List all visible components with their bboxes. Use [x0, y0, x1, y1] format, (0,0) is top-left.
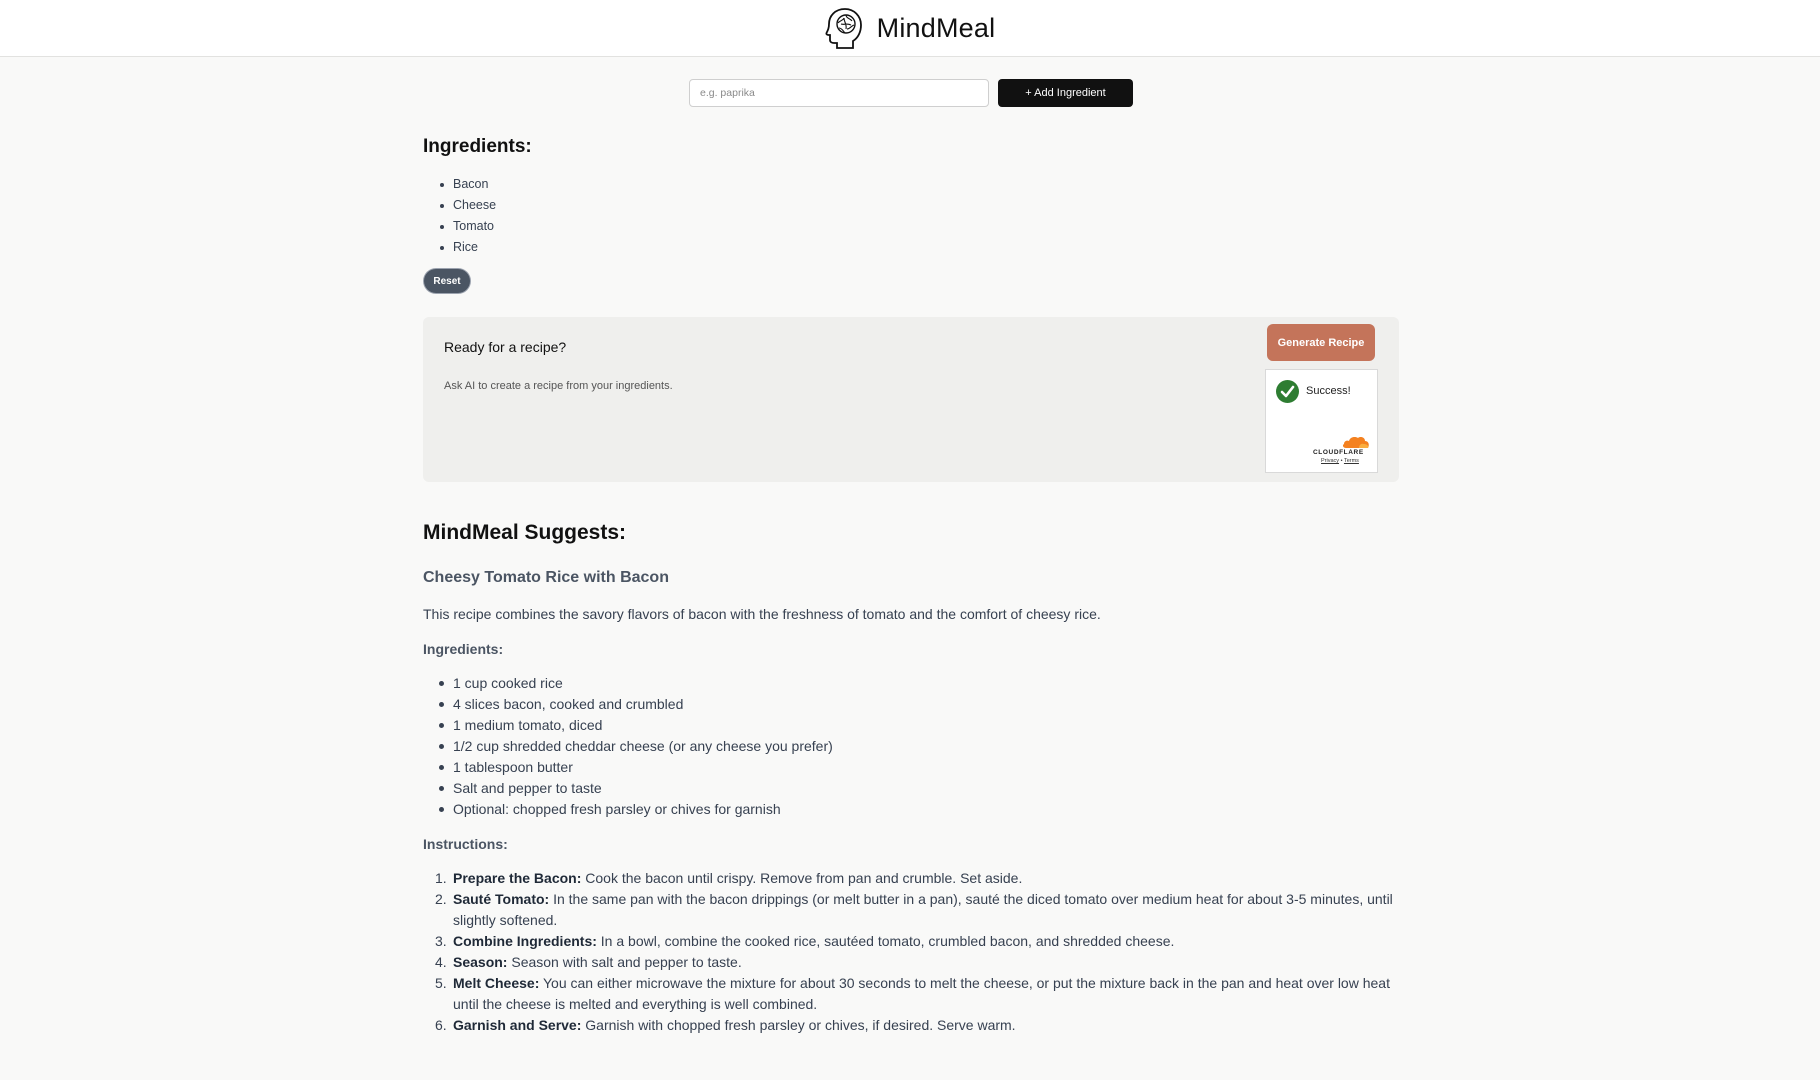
ingredient-label: Rice [453, 240, 479, 254]
recipe-title: Cheesy Tomato Rice with Bacon [423, 569, 669, 586]
step-text: Garnish with chopped fresh parsley or chives, if desired. Serve warm. [581, 1017, 1016, 1033]
card-title: Ready for a recipe? [444, 339, 567, 355]
ingredient-item [423, 195, 496, 216]
ingredients-list [423, 174, 496, 258]
bullet [439, 765, 444, 770]
recipe-ingredient-text: 1/2 cup shredded cheddar cheese (or any cheese you prefer) [453, 738, 833, 754]
add-ingredient-form [689, 79, 1133, 107]
recipe-ingredients-list [423, 673, 1399, 820]
step-text: In the same pan with the bacon drippings (or melt butter in a pan), sauté the diced tomato over medium heat for about 3-5 minutes, until slightly softened. [453, 891, 1393, 928]
cloudflare-cloud-icon [1342, 436, 1370, 449]
step-number: 6. [435, 1017, 447, 1033]
recipe-ingredient-text: Salt and pepper to taste [453, 780, 602, 796]
brand[interactable] [825, 6, 996, 50]
instruction-step [423, 931, 1399, 952]
step-text: Season with salt and pepper to taste. [507, 954, 742, 970]
step-text: Cook the bacon until crispy. Remove from pan and crumble. Set aside. [581, 870, 1023, 886]
recipe-ingredient-text: 1 tablespoon butter [453, 759, 573, 775]
ingredients-heading: Ingredients: [423, 136, 532, 157]
recipe-ingredient-text: 4 slices bacon, cooked and crumbled [453, 696, 684, 712]
instructions-list [423, 868, 1399, 1036]
captcha-links [1321, 458, 1359, 464]
bullet [440, 225, 444, 229]
recipe-ingredient-text: 1 medium tomato, diced [453, 717, 603, 733]
instructions-heading: Instructions: [423, 836, 508, 852]
step-label: Prepare the Bacon: [453, 870, 582, 886]
instruction-step [423, 1015, 1399, 1036]
step-number: 4. [435, 954, 447, 970]
recipe-ingredient-item [423, 715, 1399, 736]
instruction-step [423, 868, 1399, 889]
bullet [439, 702, 444, 707]
ingredient-item [423, 216, 496, 237]
captcha-widget[interactable] [1265, 369, 1378, 473]
link-separator: • [1340, 458, 1343, 464]
ingredient-item [423, 174, 496, 195]
bullet [439, 744, 444, 749]
cloudflare-logo-text: CLOUDFLARE [1313, 449, 1364, 456]
step-text: In a bowl, combine the cooked rice, sautéed tomato, crumbled bacon, and shredded cheese. [596, 933, 1175, 949]
step-label: Melt Cheese: [453, 975, 540, 991]
suggestion-heading: MindMeal Suggests: [423, 521, 627, 544]
instruction-step [423, 952, 1399, 973]
step-label: Combine Ingredients: [453, 933, 597, 949]
app-name: MindMeal [876, 12, 996, 43]
step-label: Season: [453, 954, 508, 970]
captcha-status: Success! [1306, 385, 1351, 397]
ingredient-label: Bacon [453, 177, 489, 191]
bullet [439, 681, 444, 686]
recipe-ingredient-item [423, 757, 1399, 778]
recipe-ingredient-item [423, 778, 1399, 799]
card-subtitle: Ask AI to create a recipe from your ingredients. [444, 380, 673, 392]
app-header [0, 0, 1820, 57]
instruction-step [423, 889, 1399, 931]
privacy-link[interactable]: Privacy [1321, 458, 1340, 464]
recipe-ingredient-item [423, 799, 1399, 820]
step-label: Garnish and Serve: [453, 1017, 582, 1033]
bullet [439, 723, 444, 728]
bullet [439, 807, 444, 812]
recipe-ingredient-item [423, 736, 1399, 757]
bullet [440, 204, 444, 208]
recipe-description: This recipe combines the savory flavors of bacon with the freshness of tomato and the comfort of cheesy rice. [423, 606, 1101, 622]
reset-button[interactable]: Reset [424, 269, 470, 293]
ingredient-item [423, 237, 496, 258]
recipe-ingredient-item [423, 673, 1399, 694]
ingredient-label: Cheese [453, 198, 497, 212]
step-number: 1. [435, 870, 447, 886]
recipe-ingredients-heading: Ingredients: [423, 641, 504, 657]
recipe-ingredient-text: 1 cup cooked rice [453, 675, 563, 691]
step-number: 3. [435, 933, 447, 949]
bullet [439, 786, 444, 791]
ingredient-label: Tomato [453, 219, 494, 233]
step-number: 5. [435, 975, 447, 991]
step-text: You can either microwave the mixture for about 30 seconds to melt the cheese, or put the mixture back in the pan and heat over low heat until the cheese is melted and everything is well combined. [453, 975, 1390, 1012]
recipe-ingredient-text: Optional: chopped fresh parsley or chives for garnish [453, 801, 781, 817]
bullet [440, 246, 444, 250]
terms-link[interactable]: Terms [1343, 458, 1359, 464]
instruction-step [423, 973, 1399, 1015]
generate-recipe-button[interactable]: Generate Recipe [1267, 324, 1375, 361]
step-number: 2. [435, 891, 447, 907]
ingredient-input[interactable] [689, 79, 989, 107]
step-label: Sauté Tomato: [453, 891, 550, 907]
bullet [440, 183, 444, 187]
brain-head-logo-icon [825, 6, 863, 50]
recipe-ingredient-item [423, 694, 1399, 715]
add-ingredient-button[interactable]: + Add Ingredient [998, 79, 1133, 107]
success-check-icon [1276, 380, 1299, 403]
recipe-request-card [423, 317, 1399, 482]
